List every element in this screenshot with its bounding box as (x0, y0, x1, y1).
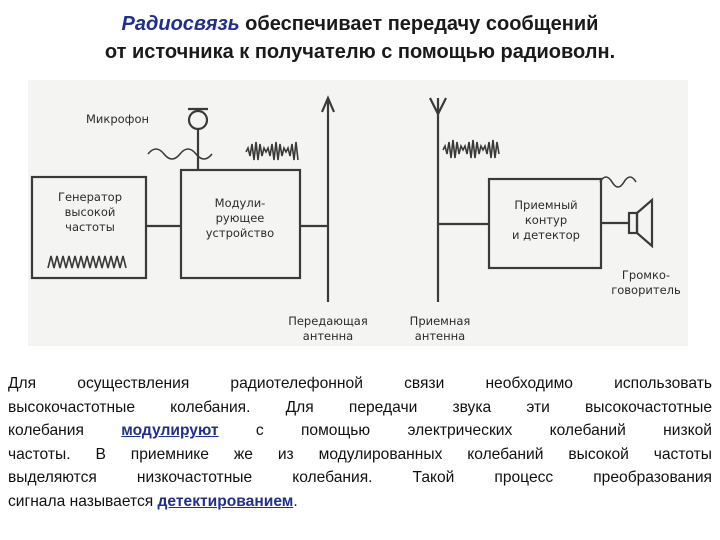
label-receiver-line1: Приемный (514, 198, 578, 212)
paragraph-line6-before: сигнала называется (8, 492, 158, 510)
label-receiver-line2: контур (524, 213, 568, 227)
paragraph-line-5: выделяются низкочастотные колебания. Такой процесс преобразования (8, 469, 712, 486)
label-speaker-line2: говоритель (611, 283, 681, 297)
title-line-1 (0, 10, 720, 38)
modulated-wave-rx (443, 140, 499, 158)
speaker-icon (629, 213, 637, 233)
label-rx-antenna-line1: Приемная (409, 314, 471, 328)
title-line-2: от источника к получателю с помощью радиоволн. (104, 41, 616, 63)
label-modulator-line2: рующее (215, 211, 265, 225)
label-tx-antenna (282, 314, 374, 344)
radio-link-diagram (28, 80, 688, 346)
page-title (0, 10, 720, 66)
label-generator (36, 190, 144, 235)
label-receiver-line3: и детектор (512, 228, 580, 242)
title-line1-rest: обеспечивает передачу сообщений (239, 13, 599, 35)
label-generator-line3: частоты (65, 220, 115, 234)
label-speaker-line1: Громко- (621, 268, 671, 282)
paragraph-line3-after: с помощью электрических колебаний низкой (218, 422, 712, 439)
sound-wave (148, 149, 212, 159)
microphone-icon (189, 111, 207, 129)
title-accent: Радиосвязь (121, 13, 240, 35)
explanation-paragraph (8, 372, 712, 513)
modulated-wave-tx (246, 142, 298, 160)
label-modulator-line3: устройство (205, 226, 275, 240)
term-detection-link[interactable]: детектированием (157, 492, 294, 510)
label-generator-line2: высокой (64, 205, 116, 219)
audio-wave-out (600, 177, 636, 187)
label-microphone: Микрофон (86, 112, 150, 126)
paragraph-line-4: частоты. В приемнике же из модулированных колебаний высокой частоты (8, 445, 712, 463)
label-speaker (608, 268, 684, 298)
label-generator-line1: Генератор (57, 190, 123, 204)
label-receiver (496, 198, 596, 243)
paragraph-line6-after: . (293, 492, 298, 510)
label-rx-antenna (400, 314, 480, 344)
term-modulate-link[interactable]: модулируют (121, 422, 219, 439)
paragraph-line-6 (8, 490, 712, 514)
paragraph-line-1: Для осуществления радиотелефонной связи необходимо использовать (8, 375, 712, 392)
hf-wave (48, 256, 126, 268)
label-modulator (188, 196, 292, 241)
label-rx-antenna-line2: антенна (414, 329, 466, 343)
paragraph-line-3 (8, 419, 712, 443)
label-modulator-line1: Модули- (214, 196, 266, 210)
paragraph-line3-before: колебания (8, 422, 122, 439)
label-tx-antenna-line2: антенна (302, 329, 354, 343)
label-tx-antenna-line1: Передающая (288, 314, 368, 328)
paragraph-line-2: высокочастотные колебания. Для передачи звука эти высокочастотные (8, 398, 712, 416)
